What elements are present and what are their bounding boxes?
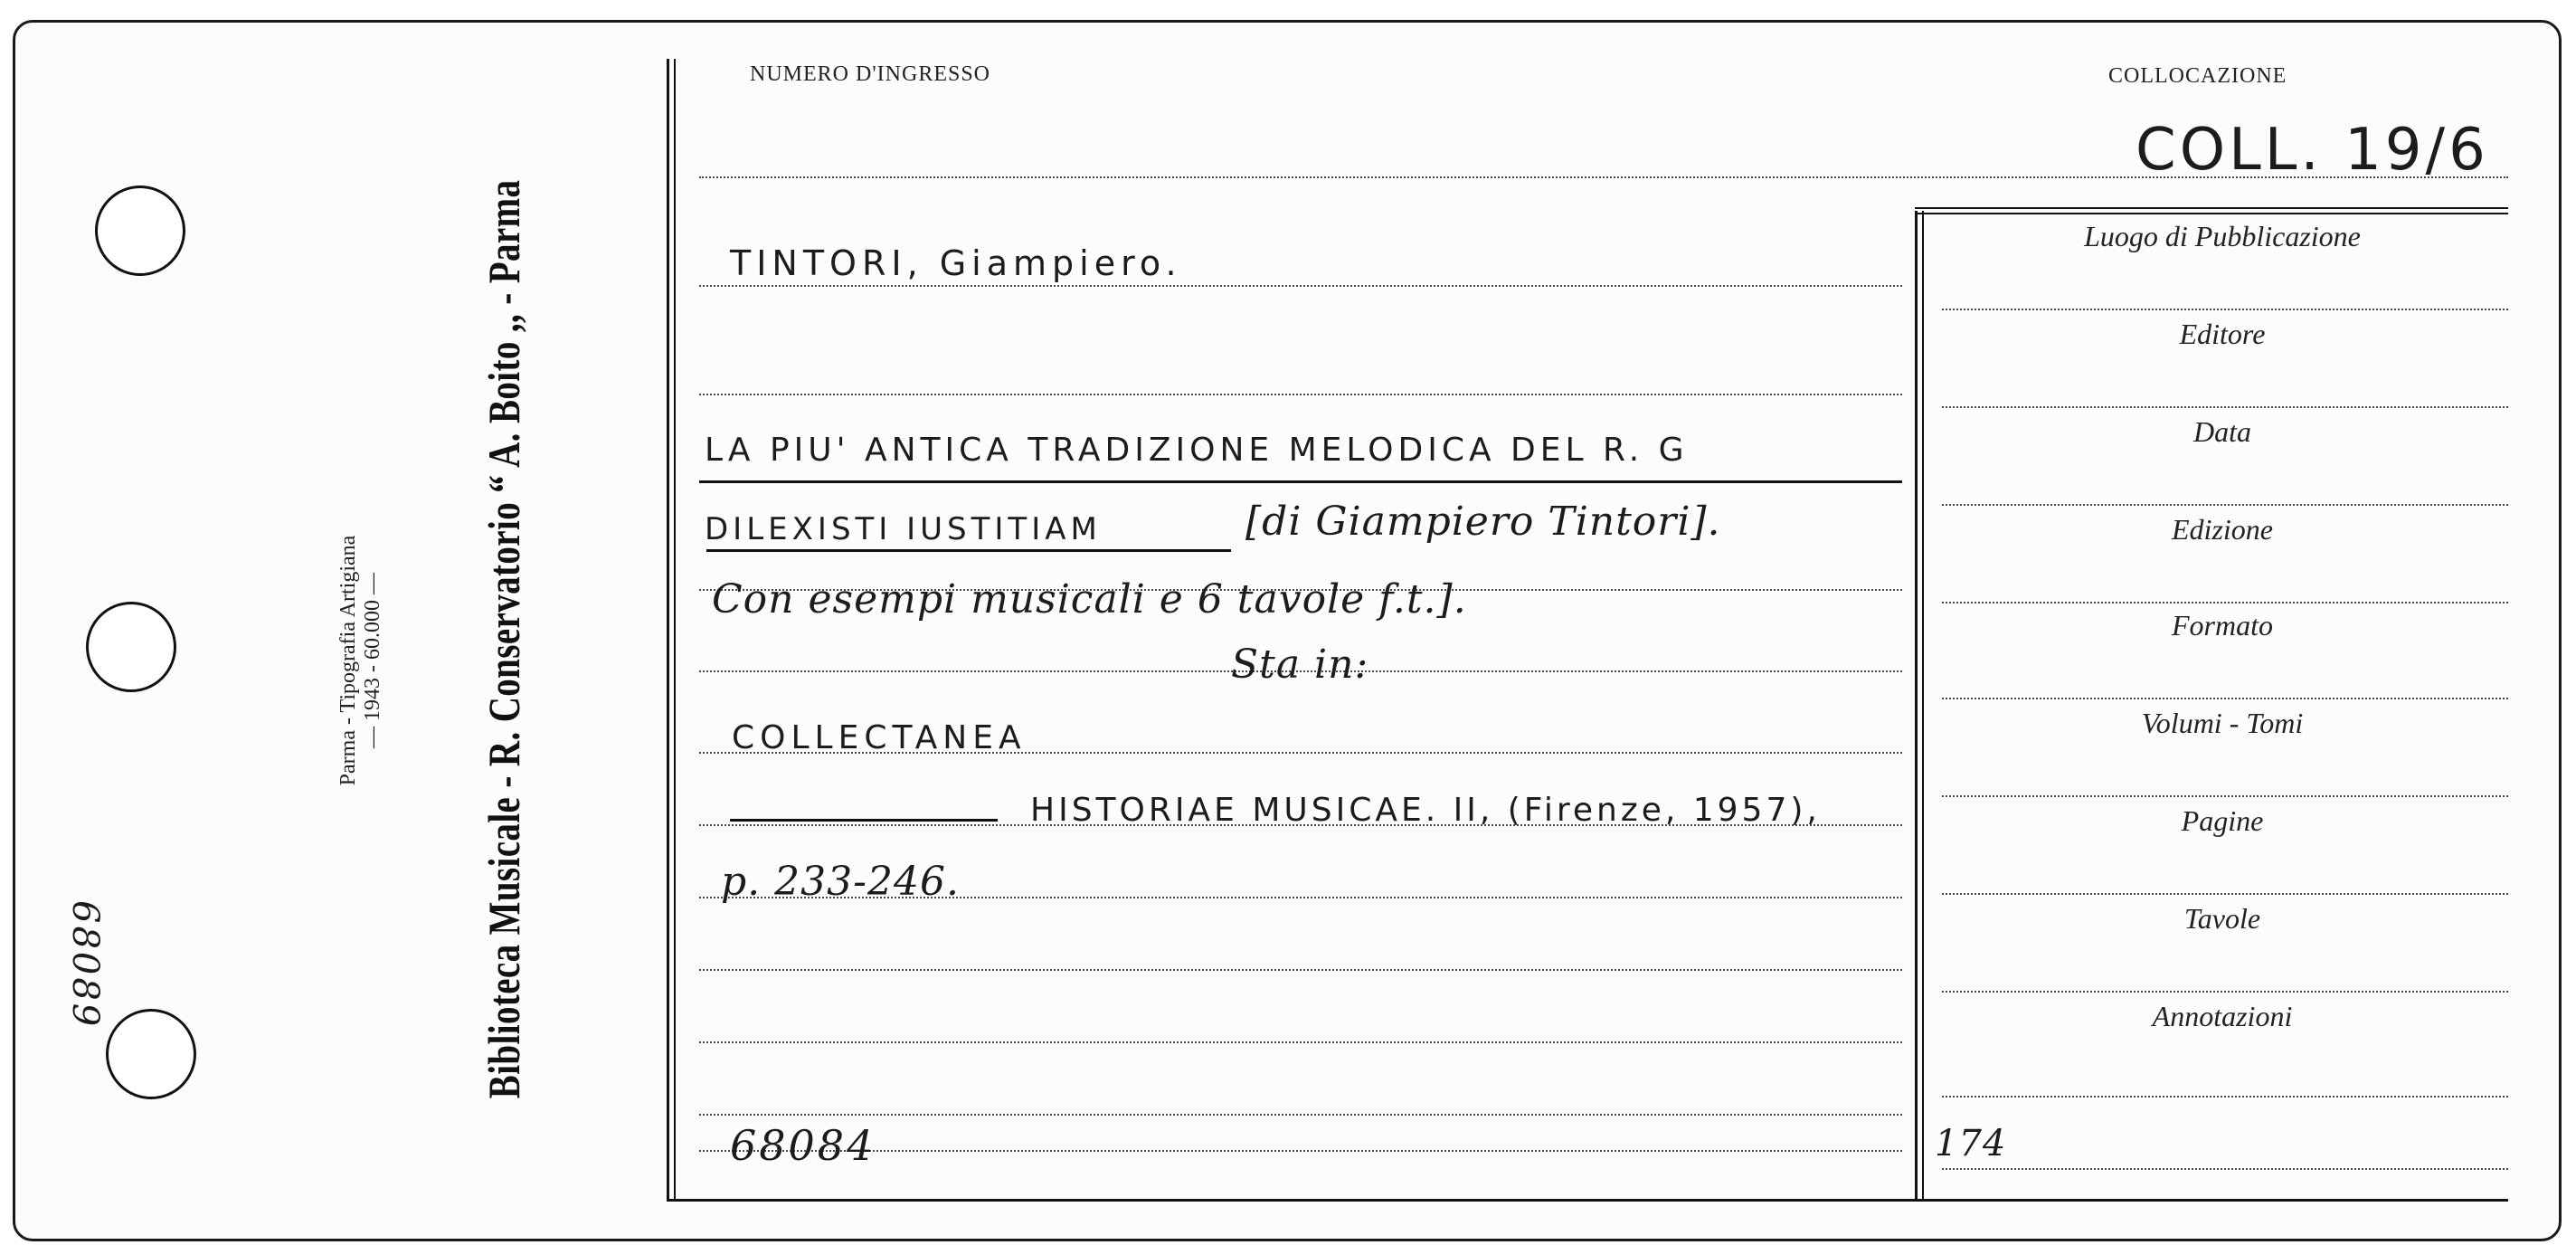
right-column-top-rule bbox=[1915, 207, 2508, 214]
entry-number: 68084 bbox=[730, 1121, 876, 1170]
repeat-dash bbox=[730, 819, 998, 822]
field-rule bbox=[1942, 504, 2508, 506]
field-label-plates: Tavole bbox=[2183, 902, 2261, 935]
field-rule bbox=[1942, 309, 2508, 310]
shelfmark-label: COLLOCAZIONE bbox=[2108, 64, 2287, 88]
title-line-2a: DILEXISTI IUSTITIAM bbox=[705, 511, 1102, 547]
library-name: Biblioteca Musicale - R. Conservatorio “ A. Boito ,, - Parma bbox=[478, 179, 529, 1099]
shelfmark-value: COLL. 19/6 bbox=[2136, 117, 2489, 184]
entry-number-label: NUMERO D'INGRESSO bbox=[750, 62, 991, 86]
field-rule bbox=[1942, 602, 2508, 603]
pages: p. 233-246. bbox=[721, 859, 960, 905]
punch-hole-bottom bbox=[106, 1009, 196, 1099]
field-rule bbox=[1942, 1168, 2508, 1170]
field-rule bbox=[1942, 1096, 2508, 1098]
right-column-rule bbox=[1915, 211, 1918, 1199]
ruled-line bbox=[699, 969, 1902, 971]
title-underline bbox=[706, 549, 1231, 552]
field-label-format: Formato bbox=[2172, 609, 2273, 642]
right-column-rule-inner bbox=[1922, 211, 1924, 1199]
field-label-notes: Annotazioni bbox=[2152, 1000, 2293, 1032]
side-note: 68089 bbox=[64, 900, 106, 1030]
field-label-date: Data bbox=[2193, 415, 2251, 448]
left-margin-rule bbox=[667, 59, 669, 1199]
collectanea: COLLECTANEA bbox=[732, 719, 1027, 756]
title-separator-rule bbox=[699, 480, 1902, 483]
field-label-pages: Pagine bbox=[2181, 804, 2264, 837]
field-rule bbox=[1942, 893, 2508, 895]
author-text: TINTORI, Giampiero. bbox=[730, 243, 1182, 283]
footer-value: 174 bbox=[1935, 1123, 2007, 1164]
ruled-line bbox=[699, 285, 1902, 287]
field-rule bbox=[1942, 795, 2508, 797]
field-rule bbox=[1942, 698, 2508, 699]
title-line-1: LA PIU' ANTICA TRADIZIONE MELODICA DEL R. G bbox=[705, 432, 1689, 469]
field-rule bbox=[1942, 406, 2508, 408]
author bbox=[730, 243, 1182, 283]
header-rule bbox=[699, 176, 2508, 178]
field-label-edition: Edizione bbox=[2172, 513, 2273, 546]
historiae: HISTORIAE MUSICAE. II, (Firenze, 1957), bbox=[1030, 792, 1821, 829]
title-line-3: Con esempi musicali e 6 tavole f.t.]. bbox=[712, 576, 1467, 622]
catalog-card bbox=[13, 20, 2562, 1241]
field-label-volumes: Volumi - Tomi bbox=[2141, 707, 2304, 739]
ruled-line bbox=[699, 394, 1902, 395]
title-line-2b: [di Giampiero Tintori]. bbox=[1245, 499, 1721, 545]
printer-imprint bbox=[336, 461, 400, 860]
field-rule bbox=[1942, 991, 2508, 993]
printer-line-1: Parma - Tipografia Artigiana bbox=[336, 535, 360, 786]
left-margin-rule-inner bbox=[674, 59, 676, 1199]
bottom-rule bbox=[667, 1199, 2508, 1202]
field-label-place: Luogo di Pubblicazione bbox=[2084, 220, 2361, 252]
punch-hole-top bbox=[95, 185, 185, 276]
ruled-line bbox=[699, 1150, 1902, 1152]
field-label-publisher: Editore bbox=[2179, 318, 2266, 350]
sta-in: Sta in: bbox=[1231, 642, 1369, 688]
ruled-line bbox=[699, 1114, 1902, 1116]
printer-line-2: — 1943 - 60.000 — bbox=[361, 573, 384, 748]
punch-hole-middle bbox=[86, 602, 176, 692]
ruled-line bbox=[699, 1041, 1902, 1043]
